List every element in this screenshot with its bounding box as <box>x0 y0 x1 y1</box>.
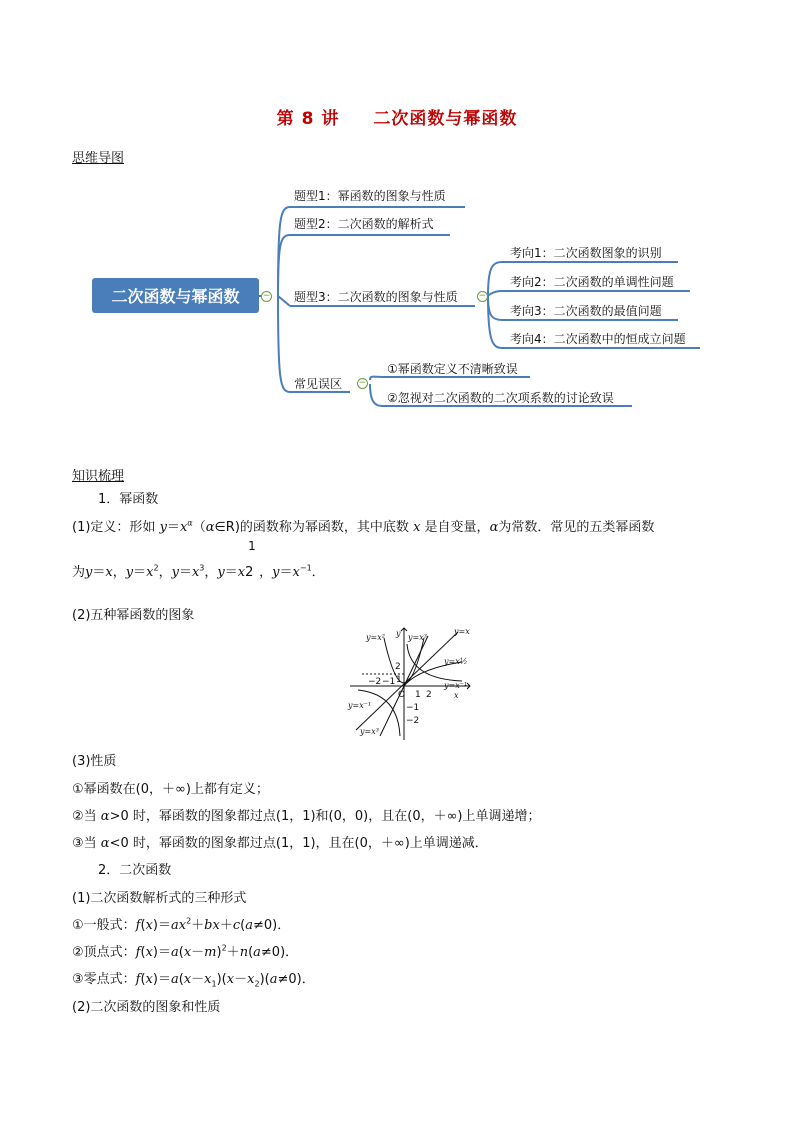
prop-2: ②当 α>0 时，幂函数的图象都过点(1，1)和(0，0)，且在(0，＋∞)上单调递增； <box>72 809 541 824</box>
power-function-graph <box>340 624 480 742</box>
collapse-icon[interactable]: − <box>478 291 487 301</box>
form-zero: ③零点式：$f(x)=a(x-x_1)(x-x_2)(a\ne 0)$． <box>72 972 315 989</box>
tick-label: 1 <box>396 675 402 685</box>
section-1-heading: 1．幂函数 <box>98 492 159 507</box>
mindmap-type-4[interactable]: 常见误区 <box>294 377 343 391</box>
curve-label: y=x⁻¹ <box>444 681 468 690</box>
mindmap-type-3[interactable]: 题型3：二次函数的图象与性质 <box>294 290 458 304</box>
mindmap-direction-3[interactable]: 考向3：二次函数的最值问题 <box>510 304 662 318</box>
definition-line: (1)定义：形如 $y=x^\alpha(\alpha\in R)$的函数称为幂函数，其中底数 x 是自变量，α为常数．常见的五类幂函数 <box>72 518 655 535</box>
form-vertex: ②顶点式：$f(x)=a(x-m)^2+n(a\ne 0)$． <box>72 943 299 960</box>
axis-label: y <box>396 629 401 638</box>
curve-label: y=x <box>454 627 470 636</box>
mindmap-direction-1[interactable]: 考向1：二次函数图象的识别 <box>510 246 662 260</box>
tick-label: −2 <box>406 716 420 726</box>
five-functions-line: 为y＝x，$y=x^2$，$y=x^3$，y＝x 1 2 ，$y=x^{-1}$． <box>72 539 325 580</box>
graph-caption: (2)五种幂函数的图象 <box>72 608 195 623</box>
tick-label: −1 <box>406 703 420 713</box>
mindmap-type-2[interactable]: 题型2：二次函数的解析式 <box>294 217 434 231</box>
graph-props-heading: (2)二次函数的图象和性质 <box>72 1000 221 1015</box>
tick-label: −1 <box>382 677 396 687</box>
tick-label: O <box>398 690 406 700</box>
curve-label: y=x² <box>366 633 385 642</box>
tick-label: 1 <box>415 690 421 700</box>
forms-heading: (1)二次函数解析式的三种形式 <box>72 891 247 906</box>
mindmap-type-1[interactable]: 题型1：幂函数的图象与性质 <box>294 189 446 203</box>
page-title: 第 8 讲 二次函数与幂函数 <box>276 109 518 129</box>
tick-label: −2 <box>368 677 382 687</box>
mindmap-heading: 思维导图 <box>72 151 125 166</box>
mindmap-mistake-2[interactable]: ②忽视对二次函数的二次项系数的讨论致误 <box>387 391 614 405</box>
section-2-heading: 2．二次函数 <box>98 863 172 878</box>
curve-label: y=x³ <box>360 727 379 736</box>
tick-label: 2 <box>395 662 401 672</box>
mindmap-direction-4[interactable]: 考向4：二次函数中的恒成立问题 <box>510 332 686 346</box>
form-general: ①一般式：$f(x)=ax^2+bx+c(a\ne 0)$． <box>72 916 291 933</box>
mindmap-mistake-1[interactable]: ①幂函数定义不清晰致误 <box>387 362 518 376</box>
curve-label: y=x³ <box>408 633 427 642</box>
knowledge-heading: 知识梳理 <box>72 469 125 484</box>
collapse-icon[interactable]: − <box>262 291 271 301</box>
mindmap-root[interactable]: 二次函数与幂函数 <box>92 278 259 313</box>
curve-label: y=x½ <box>444 657 468 666</box>
props-heading: (3)性质 <box>72 754 117 769</box>
curve-label: y=x⁻¹ <box>348 701 372 710</box>
prop-3: ③当 α<0 时，幂函数的图象都过点(1，1)，且在(0，＋∞)上单调递减． <box>72 836 488 851</box>
prop-1: ①幂函数在(0，＋∞)上都有定义； <box>72 782 269 797</box>
tick-label: 2 <box>426 690 432 700</box>
mindmap-direction-2[interactable]: 考向2：二次函数的单调性问题 <box>510 275 674 289</box>
axis-label: x <box>454 691 459 700</box>
collapse-icon[interactable]: − <box>358 378 367 388</box>
